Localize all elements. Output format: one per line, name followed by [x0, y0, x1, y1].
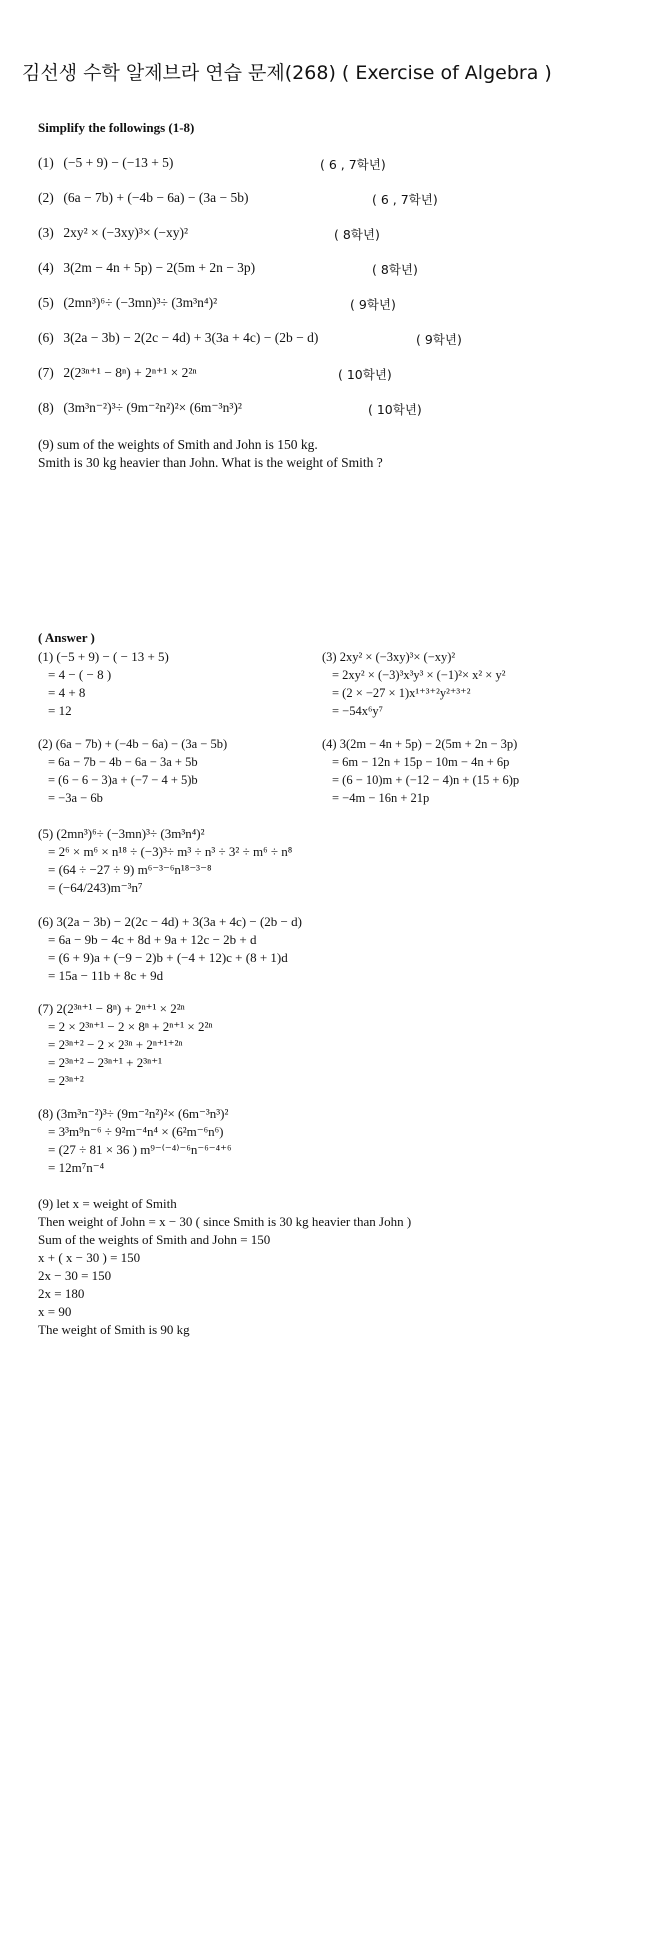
answer-line: = 2⁶ × m⁶ × n¹⁸ ÷ (−3)³÷ m³ ÷ n³ ÷ 3² ÷ m⁶ ÷ n⁸ — [48, 844, 293, 859]
question-expression: (3m³n⁻²)³÷ (9m⁻²n²)²× (6m⁻³n³)² — [63, 400, 242, 415]
question-number: (7) — [38, 365, 54, 380]
answer-line: = (2 × −27 × 1)x¹⁺³⁺²y²⁺³⁺² — [332, 686, 471, 700]
question-8 — [38, 400, 422, 417]
question-expression: 2xy² × (−3xy)³× (−xy)² — [63, 225, 189, 240]
answer-9 — [38, 1195, 411, 1339]
answer-line: The weight of Smith is 90 kg — [38, 1322, 190, 1337]
answer-line: = (27 ÷ 81 × 36 ) m⁹⁻⁽⁻⁴⁾⁻⁶n⁻⁶⁻⁴⁺⁶ — [48, 1142, 232, 1157]
word-problem-line: Smith is 30 kg heavier than John. What is the weight of Smith ? — [38, 455, 383, 470]
question-number: (2) — [38, 190, 54, 205]
question-1 — [38, 155, 386, 172]
question-6 — [38, 330, 462, 347]
answer-line: (9) let x = weight of Smith — [38, 1196, 177, 1211]
answer-line: 2x − 30 = 150 — [38, 1268, 112, 1283]
answer-line: = 2xy² × (−3)³x³y³ × (−1)²× x² × y² — [332, 668, 506, 682]
grade-label: ( 9학년) — [350, 297, 396, 312]
question-number: (5) — [38, 295, 54, 310]
question-expression: 3(2a − 3b) − 2(2c − 4d) + 3(3a + 4c) − (2b − d) — [63, 330, 319, 345]
answer-line: = (6 + 9)a + (−9 − 2)b + (−4 + 12)c + (8 + 1)d — [48, 950, 288, 965]
answer-2 — [38, 735, 227, 807]
answer-line: (7) 2(2³ⁿ⁺¹ − 8ⁿ) + 2ⁿ⁺¹ × 2²ⁿ — [38, 1001, 185, 1016]
question-number: (3) — [38, 225, 54, 240]
answer-heading: ( Answer ) — [38, 630, 95, 645]
answer-line: (2) (6a − 7b) + (−4b − 6a) − (3a − 5b) — [38, 737, 228, 751]
answer-line: (1) (−5 + 9) − ( − 13 + 5) — [38, 649, 169, 664]
question-expression: (6a − 7b) + (−4b − 6a) − (3a − 5b) — [63, 190, 249, 205]
answer-line: Then weight of John = x − 30 ( since Smith is 30 kg heavier than John ) — [38, 1214, 412, 1229]
answer-5 — [38, 825, 292, 897]
grade-label: ( 6 , 7학년) — [320, 157, 386, 172]
answer-line: x = 90 — [38, 1304, 72, 1319]
question-expression: 2(2³ⁿ⁺¹ − 8ⁿ) + 2ⁿ⁺¹ × 2²ⁿ — [63, 365, 197, 380]
instruction-text: Simplify the followings (1-8) — [38, 120, 195, 135]
question-number: (6) — [38, 330, 54, 345]
answer-line: = 12m⁷n⁻⁴ — [48, 1160, 105, 1175]
answer-4 — [322, 735, 519, 807]
question-expression: (2mn³)⁶÷ (−3mn)³÷ (3m³n⁴)² — [63, 295, 218, 310]
answer-line: = 4 + 8 — [48, 685, 86, 700]
answer-line: 2x = 180 — [38, 1286, 85, 1301]
answer-line: (8) (3m³n⁻²)³÷ (9m⁻²n²)²× (6m⁻³n³)² — [38, 1106, 229, 1121]
answer-line: = (6 − 10)m + (−12 − 4)n + (15 + 6)p — [332, 773, 520, 787]
answer-7 — [38, 1000, 212, 1090]
question-3 — [38, 225, 380, 242]
grade-label: ( 8학년) — [334, 227, 380, 242]
answer-line: = −3a − 6b — [48, 791, 103, 805]
grade-label: ( 10학년) — [338, 367, 392, 382]
answer-line: x + ( x − 30 ) = 150 — [38, 1250, 141, 1265]
answer-1 — [38, 648, 169, 720]
grade-label: ( 9학년) — [416, 332, 462, 347]
grade-label: ( 10학년) — [368, 402, 422, 417]
answer-line: = 15a − 11b + 8c + 9d — [48, 968, 164, 983]
answer-6 — [38, 913, 302, 985]
question-expression: (−5 + 9) − (−13 + 5) — [63, 155, 174, 170]
question-2 — [38, 190, 438, 207]
grade-label: ( 6 , 7학년) — [372, 192, 438, 207]
grade-label: ( 8학년) — [372, 262, 418, 277]
answer-line: = 2 × 2³ⁿ⁺¹ − 2 × 8ⁿ + 2ⁿ⁺¹ × 2²ⁿ — [48, 1019, 213, 1034]
answer-line: (4) 3(2m − 4n + 5p) − 2(5m + 2n − 3p) — [322, 737, 518, 751]
question-number: (1) — [38, 155, 54, 170]
answer-line: = 2³ⁿ⁺² — [48, 1073, 84, 1088]
answer-line: (6) 3(2a − 3b) − 2(2c − 4d) + 3(3a + 4c) − (2b − d) — [38, 914, 302, 929]
answer-line: = 6a − 9b − 4c + 8d + 9a + 12c − 2b + d — [48, 932, 257, 947]
question-expression: 3(2m − 4n + 5p) − 2(5m + 2n − 3p) — [63, 260, 256, 275]
answer-line: = (6 − 6 − 3)a + (−7 − 4 + 5)b — [48, 773, 198, 787]
question-5 — [38, 295, 396, 312]
word-problem-line: (9) sum of the weights of Smith and John is 150 kg. — [38, 437, 318, 452]
answer-line: = −4m − 16n + 21p — [332, 791, 430, 805]
question-number: (4) — [38, 260, 54, 275]
answer-8 — [38, 1105, 232, 1177]
answer-line: = 6a − 7b − 4b − 6a − 3a + 5b — [48, 755, 198, 769]
question-7 — [38, 365, 392, 382]
page-title: 김선생 수학 알제브라 연습 문제(268) ( Exercise of Algebra ) — [22, 62, 552, 84]
answer-line: = 3³m⁹n⁻⁶ ÷ 9²m⁻⁴n⁴ × (6²m⁻⁶n⁶) — [48, 1124, 224, 1139]
answer-line: = 6m − 12n + 15p − 10m − 4n + 6p — [332, 755, 510, 769]
word-problem — [38, 436, 383, 472]
answer-line: = −54x⁶y⁷ — [332, 704, 383, 718]
answer-line: = 12 — [48, 703, 72, 718]
answer-3 — [322, 648, 505, 720]
answer-line: = (64 ÷ −27 ÷ 9) m⁶⁻³⁻⁶n¹⁸⁻³⁻⁸ — [48, 862, 212, 877]
question-4 — [38, 260, 418, 277]
answer-line: = (−64/243)m⁻³n⁷ — [48, 880, 143, 895]
answer-line: = 2³ⁿ⁺² − 2 × 2³ⁿ + 2ⁿ⁺¹⁺²ⁿ — [48, 1037, 183, 1052]
question-number: (8) — [38, 400, 54, 415]
answer-line: = 2³ⁿ⁺² − 2³ⁿ⁺¹ + 2³ⁿ⁺¹ — [48, 1055, 162, 1070]
answer-line: Sum of the weights of Smith and John = 150 — [38, 1232, 271, 1247]
answer-line: = 4 − ( − 8 ) — [48, 667, 112, 682]
answer-line: (3) 2xy² × (−3xy)³× (−xy)² — [322, 650, 456, 664]
answer-line: (5) (2mn³)⁶÷ (−3mn)³÷ (3m³n⁴)² — [38, 826, 205, 841]
